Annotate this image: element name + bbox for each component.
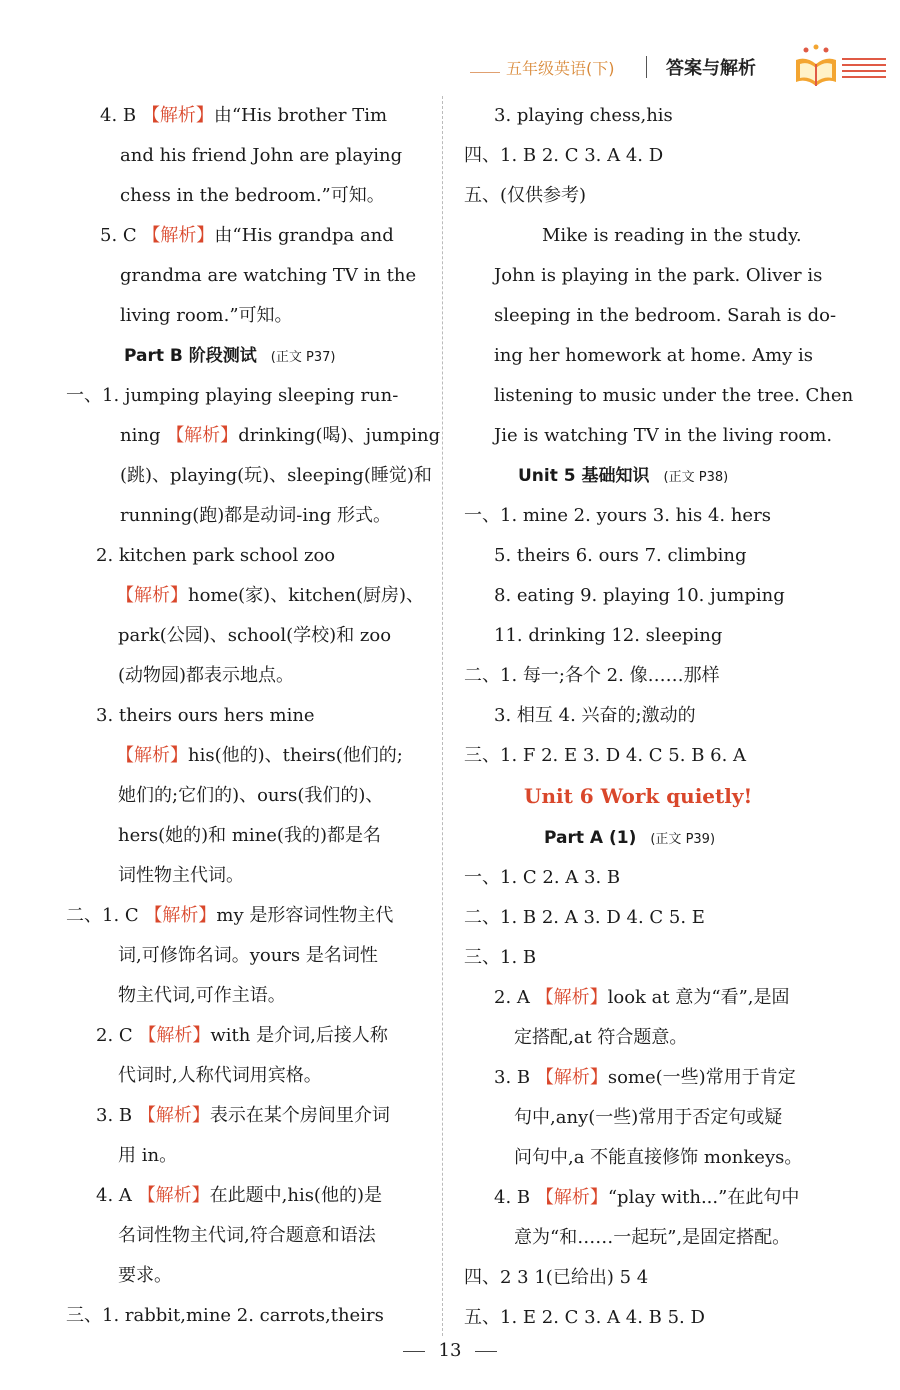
- line-text: 2. kitchen park school zoo: [96, 545, 336, 566]
- left-text-line: [118, 816, 381, 856]
- left-text-line: [120, 256, 416, 296]
- header-section-title: 答案与解析: [666, 58, 756, 79]
- left-text-line: [100, 216, 394, 256]
- column-divider: [442, 96, 443, 1336]
- right-text-line: [494, 336, 813, 376]
- line-text: 二、1. C: [66, 905, 145, 926]
- line-text: 由“His grandpa and: [214, 225, 394, 246]
- line-text: “play with...”在此句中: [607, 1187, 800, 1208]
- right-text-line: [464, 1298, 705, 1338]
- line-text: 代词时,人称代词用宾格。: [118, 1065, 322, 1086]
- right-text-line: [464, 656, 720, 696]
- right-text-line: [514, 1218, 790, 1258]
- left-text-line: [100, 96, 387, 136]
- left-text-line: [118, 936, 378, 976]
- analysis-tag: 【解析】: [137, 1105, 210, 1126]
- analysis-tag: 【解析】: [142, 225, 215, 246]
- analysis-tag: 【解析】: [535, 987, 608, 1008]
- line-text: home(家)、kitchen(厨房)、: [188, 585, 425, 606]
- right-text-line: [518, 456, 728, 496]
- line-text: chess in the bedroom.”可知。: [120, 185, 385, 206]
- line-text: 词性物主代词。: [118, 865, 244, 886]
- line-text: Unit 5 基础知识: [518, 466, 650, 486]
- left-text-line: [118, 616, 391, 656]
- right-text-line: [464, 858, 620, 898]
- page-reference: (正文 P37): [270, 350, 336, 365]
- analysis-tag: 【解析】: [137, 1185, 210, 1206]
- line-text: ing her homework at home. Amy is: [494, 345, 814, 366]
- line-text: 词,可修饰名词。yours 是名词性: [118, 945, 378, 966]
- right-text-line: [494, 416, 832, 456]
- line-text: 在此题中,his(他的)是: [209, 1185, 382, 1206]
- line-text: his(他的)、theirs(他们的;: [188, 745, 403, 766]
- left-text-line: [116, 576, 424, 616]
- line-text: 2. A: [494, 987, 536, 1008]
- right-text-line: [524, 776, 752, 816]
- header-subject: 五年级英语(下): [506, 59, 615, 78]
- left-text-line: [116, 736, 403, 776]
- line-text: Mike is reading in the study.: [542, 225, 802, 246]
- line-text: 一、1. mine 2. yours 3. his 4. hers: [464, 505, 771, 526]
- left-text-line: [118, 656, 294, 696]
- page-footer: [0, 1340, 900, 1361]
- line-text: running(跑)都是动词-ing 形式。: [120, 505, 391, 526]
- left-text-line: [96, 1016, 388, 1056]
- line-text: my 是形容词性物主代: [216, 905, 394, 926]
- line-text: grandma are watching TV in the: [120, 265, 417, 286]
- left-text-line: [118, 1216, 376, 1256]
- left-text-line: [118, 976, 286, 1016]
- left-text-line: [66, 1296, 384, 1336]
- left-text-line: [120, 176, 385, 216]
- right-text-line: [494, 376, 853, 416]
- line-text: 表示在某个房间里介词: [209, 1105, 390, 1126]
- line-text: 物主代词,可作主语。: [118, 985, 286, 1006]
- right-text-line: [494, 616, 722, 656]
- line-text: Jie is watching TV in the living room.: [494, 425, 833, 446]
- right-text-line: [494, 256, 822, 296]
- line-text: listening to music under the tree. Chen: [494, 385, 854, 406]
- line-text: 四、1. B 2. C 3. A 4. D: [464, 145, 664, 166]
- right-text-line: [464, 1258, 648, 1298]
- left-text-line: [120, 296, 293, 336]
- line-text: 五、1. E 2. C 3. A 4. B 5. D: [464, 1307, 705, 1328]
- line-text: Part A (1): [544, 828, 637, 848]
- page-number: 13: [438, 1340, 462, 1361]
- right-text-line: [464, 176, 586, 216]
- analysis-tag: 【解析】: [535, 1067, 608, 1088]
- right-text-line: [494, 1178, 799, 1218]
- line-text: 一、1. C 2. A 3. B: [464, 867, 621, 888]
- line-text: 名词性物主代词,符合题意和语法: [118, 1225, 376, 1246]
- right-text-line: [464, 136, 663, 176]
- line-text: 3. theirs ours hers mine: [96, 705, 315, 726]
- line-text: 问句中,a 不能直接修饰 monkeys。: [514, 1147, 803, 1168]
- analysis-tag: 【解析】: [116, 585, 188, 606]
- right-text-line: [464, 938, 536, 978]
- page-reference: (正文 P38): [663, 470, 729, 485]
- line-text: 要求。: [118, 1265, 172, 1286]
- line-text: look at 意为“看”,是固: [607, 987, 790, 1008]
- line-text: 二、1. 每一;各个 2. 像……那样: [464, 665, 720, 686]
- left-text-line: [96, 696, 315, 736]
- line-text: 五、(仅供参考): [464, 185, 587, 206]
- right-text-line: [494, 978, 790, 1018]
- line-text: park(公园)、school(学校)和 zoo: [118, 625, 392, 646]
- right-text-line: [494, 296, 836, 336]
- line-text: 三、1. rabbit,mine 2. carrots,theirs: [66, 1305, 384, 1326]
- line-text: living room.”可知。: [120, 305, 293, 326]
- line-text: 三、1. B: [464, 947, 537, 968]
- analysis-tag: 【解析】: [166, 425, 239, 446]
- line-text: and his friend John are playing: [120, 145, 403, 166]
- right-text-line: [514, 1138, 802, 1178]
- right-text-line: [514, 1098, 782, 1138]
- line-text: 5. theirs 6. ours 7. climbing: [494, 545, 747, 566]
- line-text: 5. C: [100, 225, 143, 246]
- line-text: 由“His brother Tim: [213, 105, 388, 126]
- line-text: drinking(喝)、jumping: [238, 425, 441, 446]
- line-text: (动物园)都表示地点。: [118, 665, 295, 686]
- line-text: 3. B: [494, 1067, 536, 1088]
- line-text: some(一些)常用于肯定: [607, 1067, 796, 1088]
- header-decoration: [470, 72, 500, 73]
- line-text: John is playing in the park. Oliver is: [494, 265, 823, 286]
- left-text-line: [118, 1136, 177, 1176]
- analysis-tag: 【解析】: [116, 745, 188, 766]
- line-text: (跳)、playing(玩)、sleeping(睡觉)和: [120, 465, 432, 486]
- left-text-line: [118, 776, 383, 816]
- right-text-line: [464, 898, 705, 938]
- line-text: 三、1. F 2. E 3. D 4. C 5. B 6. A: [464, 745, 747, 766]
- right-text-line: [464, 496, 771, 536]
- left-text-line: [118, 1256, 172, 1296]
- right-text-line: [494, 576, 785, 616]
- line-text: 3. playing chess,his: [494, 105, 673, 126]
- line-text: 一、1. jumping playing sleeping run-: [66, 385, 399, 406]
- left-text-line: [96, 1096, 390, 1136]
- right-text-line: [544, 818, 715, 858]
- line-text: sleeping in the bedroom. Sarah is do-: [494, 305, 837, 326]
- line-text: 二、1. B 2. A 3. D 4. C 5. E: [464, 907, 705, 928]
- line-text: 4. B: [100, 105, 142, 126]
- line-text: 8. eating 9. playing 10. jumping: [494, 585, 785, 606]
- analysis-tag: 【解析】: [138, 1025, 211, 1046]
- right-text-line: [494, 696, 696, 736]
- line-text: 用 in。: [118, 1145, 178, 1166]
- left-text-line: [96, 536, 335, 576]
- line-text: with 是介词,后接人称: [210, 1025, 388, 1046]
- right-text-line: [494, 96, 673, 136]
- analysis-tag: 【解析】: [144, 905, 217, 926]
- line-text: Part B 阶段测试: [124, 346, 257, 366]
- right-text-line: [464, 736, 746, 776]
- line-text: 3. 相互 4. 兴奋的;激动的: [494, 705, 696, 726]
- left-text-line: [96, 1176, 382, 1216]
- left-text-line: [66, 376, 398, 416]
- analysis-tag: 【解析】: [535, 1187, 608, 1208]
- open-book-icon: [792, 44, 840, 88]
- header-stripes: [842, 58, 886, 82]
- line-text: hers(她的)和 mine(我的)都是名: [118, 825, 381, 846]
- right-text-line: [514, 1018, 687, 1058]
- line-text: 定搭配,at 符合题意。: [514, 1027, 688, 1048]
- left-text-line: [118, 1056, 322, 1096]
- line-text: 3. B: [96, 1105, 138, 1126]
- line-text: 她们的;它们的)、ours(我们的)、: [118, 785, 384, 806]
- line-text: 四、2 3 1(已给出) 5 4: [464, 1267, 649, 1288]
- analysis-tag: 【解析】: [141, 105, 214, 126]
- right-text-line: [494, 1058, 796, 1098]
- left-text-line: [120, 136, 402, 176]
- left-text-line: [66, 896, 393, 936]
- line-text: 4. B: [494, 1187, 536, 1208]
- line-text: 句中,any(一些)常用于否定句或疑: [514, 1107, 783, 1128]
- line-text: 2. C: [96, 1025, 139, 1046]
- right-text-line: [494, 536, 747, 576]
- line-text: 4. A: [96, 1185, 138, 1206]
- right-text-line: [542, 216, 802, 256]
- left-text-line: [120, 416, 440, 456]
- page-header: [470, 44, 890, 94]
- header-separator: [646, 56, 647, 78]
- line-text: 意为“和……一起玩”,是固定搭配。: [514, 1227, 791, 1248]
- left-text-line: [120, 496, 391, 536]
- line-text: 11. drinking 12. sleeping: [494, 625, 723, 646]
- line-text: ning: [120, 425, 167, 446]
- left-text-line: [120, 456, 432, 496]
- page-reference: (正文 P39): [650, 832, 716, 847]
- line-text: Unit 6 Work quietly!: [524, 784, 753, 808]
- left-text-line: [124, 336, 335, 376]
- left-text-line: [118, 856, 244, 896]
